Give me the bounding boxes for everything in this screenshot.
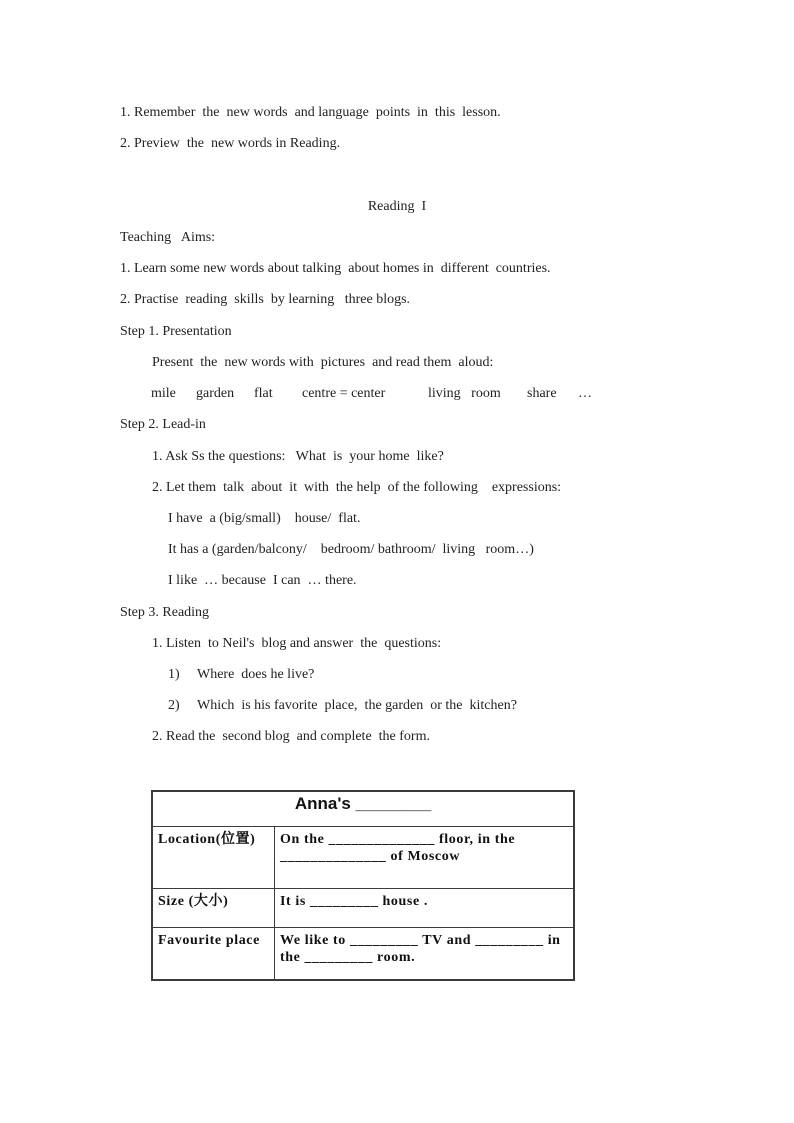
aim-1: 1. Learn some new words about talking about homes in different countries. (120, 261, 551, 276)
step2-heading: Step 2. Lead-in (120, 417, 206, 432)
question-2-number: 2) (168, 698, 180, 713)
form-row-location (152, 827, 574, 889)
question-1: Where does he live? (197, 667, 315, 682)
vocab-word: centre = center (302, 386, 386, 401)
anna-home-form (151, 790, 575, 981)
form-label-location: Location(位置) (152, 827, 275, 889)
form-title-row (152, 791, 574, 827)
form-value-favourite: We like to _________ TV and _________ in the _________ room. (275, 928, 575, 980)
vocab-word: garden (196, 386, 235, 401)
form-row-size (152, 889, 574, 928)
question-2: Which is his favorite place, the garden or the kitchen? (197, 698, 517, 713)
form-label-size: Size (大小) (152, 889, 275, 928)
homework-line-1: 1. Remember the new words and language points in this lesson. (120, 105, 501, 120)
vocab-word: share (527, 386, 557, 401)
form-title: Anna's ________ (152, 791, 574, 827)
expression-1: I have a (big/small) house/ flat. (168, 511, 361, 526)
step1-text: Present the new words with pictures and read them aloud: (152, 355, 494, 370)
homework-line-2: 2. Preview the new words in Reading. (120, 136, 341, 151)
form-label-favourite: Favourite place (152, 928, 275, 980)
step1-heading: Step 1. Presentation (120, 324, 232, 339)
expression-3: I like … because I can … there. (168, 573, 357, 588)
vocab-word: … (578, 386, 592, 401)
form-value-size: It is _________ house . (275, 889, 575, 928)
vocab-word: flat (254, 386, 273, 401)
aims-heading: Teaching Aims: (120, 230, 216, 245)
form-row-favourite (152, 928, 574, 980)
section-title: Reading I (367, 199, 427, 214)
step3-heading: Step 3. Reading (120, 605, 210, 620)
aim-2: 2. Practise reading skills by learning three blogs. (120, 292, 411, 307)
form-value-location: On the ______________ floor, in the ______________ of Moscow (275, 827, 575, 889)
vocab-word: living room (428, 386, 501, 401)
step3-item-2: 2. Read the second blog and complete the form. (152, 729, 430, 744)
vocab-word: mile (151, 386, 176, 401)
expression-2: It has a (garden/balcony/ bedroom/ bathroom/ living room…) (168, 542, 534, 557)
step2-item-2: 2. Let them talk about it with the help of the following expressions: (152, 480, 562, 495)
step3-item-1: 1. Listen to Neil's blog and answer the questions: (152, 636, 442, 651)
step2-item-1: 1. Ask Ss the questions: What is your home like? (152, 449, 444, 464)
question-1-number: 1) (168, 667, 180, 682)
